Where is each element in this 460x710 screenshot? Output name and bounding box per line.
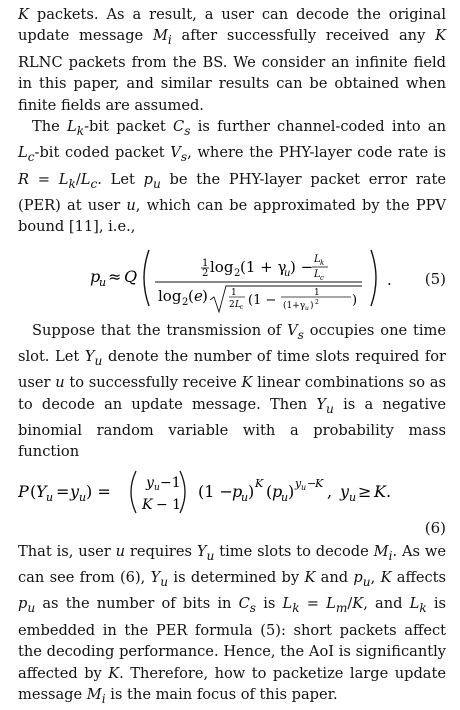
svg-text:u: u (154, 482, 160, 493)
equation-6 (18, 463, 446, 541)
equation-6-graphic (18, 463, 446, 519)
equation-5-number: (5) (424, 269, 446, 288)
svg-text:2: 2 (229, 299, 235, 310)
svg-text:(: ( (30, 481, 37, 501)
svg-text:p: p (232, 481, 243, 501)
svg-text:e: e (194, 286, 203, 305)
equation-5 (18, 238, 446, 320)
para2-text: The $L_k$-bit packet $C_s$ is further channel-coded into an $L_c$-bit coded packet $V_s$, where the PHY-layer code rate is $R = L_k/L_c$. Let $p_u$ be the PHY-layer packet error rate (PER) at user u, which can be approximated by the PPV bound [11], i.e., (18, 117, 446, 236)
paragraph-4 (18, 541, 446, 710)
svg-text:≥: ≥ (358, 481, 372, 501)
svg-text:u: u (241, 490, 249, 504)
paragraph-1 (18, 4, 446, 116)
svg-text:) =: ) = (86, 481, 111, 501)
svg-text:2: 2 (315, 298, 319, 306)
svg-text:2: 2 (202, 267, 209, 279)
svg-text:(1 −: (1 − (248, 292, 277, 308)
svg-text:c: c (320, 273, 324, 282)
svg-text:1: 1 (314, 287, 320, 298)
svg-text:u: u (349, 490, 357, 504)
svg-text:2: 2 (234, 267, 241, 279)
svg-text:k: k (320, 258, 325, 267)
svg-text:y: y (340, 481, 350, 501)
svg-text:p: p (272, 481, 283, 501)
svg-text:c: c (240, 303, 244, 311)
svg-text:−1: −1 (160, 474, 181, 491)
svg-text:) −: ) − (290, 257, 314, 276)
equation-6-number: (6) (424, 518, 446, 537)
svg-text:log: log (158, 286, 182, 305)
svg-text:u: u (281, 490, 289, 504)
svg-text:): ) (248, 481, 255, 501)
svg-text:y: y (70, 481, 80, 501)
svg-text:y: y (146, 474, 154, 491)
svg-text:L: L (314, 268, 321, 280)
svg-text:=: = (56, 481, 70, 501)
svg-text:.: . (386, 481, 392, 501)
svg-text:L: L (235, 299, 241, 310)
svg-text:L: L (314, 253, 321, 265)
paper-page (18, 4, 446, 710)
svg-text:1: 1 (231, 287, 237, 298)
svg-text:K: K (315, 476, 324, 490)
svg-text:(1+γ: (1+γ (283, 300, 306, 311)
para3-text: Suppose that the transmission of $V_s$ occupies one time slot. Let $Y_u$ denote the number of time slots required for user u to successfully receive K linear combinations so as to decode an update message. Then $Y_u$ is a negative binomial random variable with a probability mass function (18, 321, 446, 461)
svg-text:): ) (310, 300, 314, 311)
svg-text:1: 1 (202, 257, 209, 269)
svg-text:K: K (374, 481, 386, 501)
svg-text:(1 + γ: (1 + γ (240, 257, 287, 276)
svg-text:≈: ≈ (108, 266, 122, 286)
svg-text:u: u (99, 275, 107, 289)
para4-text: That is, user u requires $Y_u$ time slots to decode $M_i$. As we can see from (6), $Y_u$ is determined by K and $p_u$, K affects $p_u$ as the number of bits in $C_s$ is $L_k = L_m/K$, and $L_k$ is embedded in the PER formula (5): short packets affect the decoding performance. Hence, the AoI is significantly affected by K. Therefore, how to packetize large update message $M_i$ is the main focus of this paper. (18, 542, 447, 706)
svg-text:K: K (255, 476, 264, 490)
svg-text:): ) (202, 286, 208, 305)
svg-text:log: log (210, 257, 234, 276)
svg-text:u: u (305, 304, 309, 312)
svg-text:p: p (90, 266, 101, 286)
svg-text:u: u (301, 482, 307, 492)
svg-text:Q: Q (124, 266, 138, 286)
svg-text:2: 2 (182, 296, 189, 308)
svg-text:K: K (142, 496, 153, 513)
svg-text:.: . (387, 270, 392, 289)
svg-text:u: u (284, 267, 291, 279)
svg-text:(: ( (266, 481, 273, 501)
para1-text: K packets. As a result, a user can decode the original update message $M_i$ after successfully received any K RLNC packets from the BS. We consider an infinite field in this paper, and similar results can be obtained when finite fields are assumed. (18, 6, 446, 114)
svg-text:−: − (307, 476, 317, 490)
svg-text:,: , (327, 481, 333, 501)
svg-text:(1 −: (1 − (198, 481, 233, 501)
svg-text:): ) (352, 292, 358, 308)
svg-text:y: y (295, 476, 302, 490)
svg-text:(: ( (188, 286, 194, 305)
svg-text:u: u (79, 490, 87, 504)
svg-text:u: u (46, 490, 54, 504)
svg-text:P: P (18, 481, 29, 501)
paragraph-2 (18, 116, 446, 238)
svg-text:− 1: − 1 (156, 496, 182, 513)
svg-text:Y: Y (36, 481, 47, 501)
paragraph-3 (18, 320, 446, 463)
equation-5-graphic (18, 238, 446, 320)
svg-text:): ) (288, 481, 295, 501)
